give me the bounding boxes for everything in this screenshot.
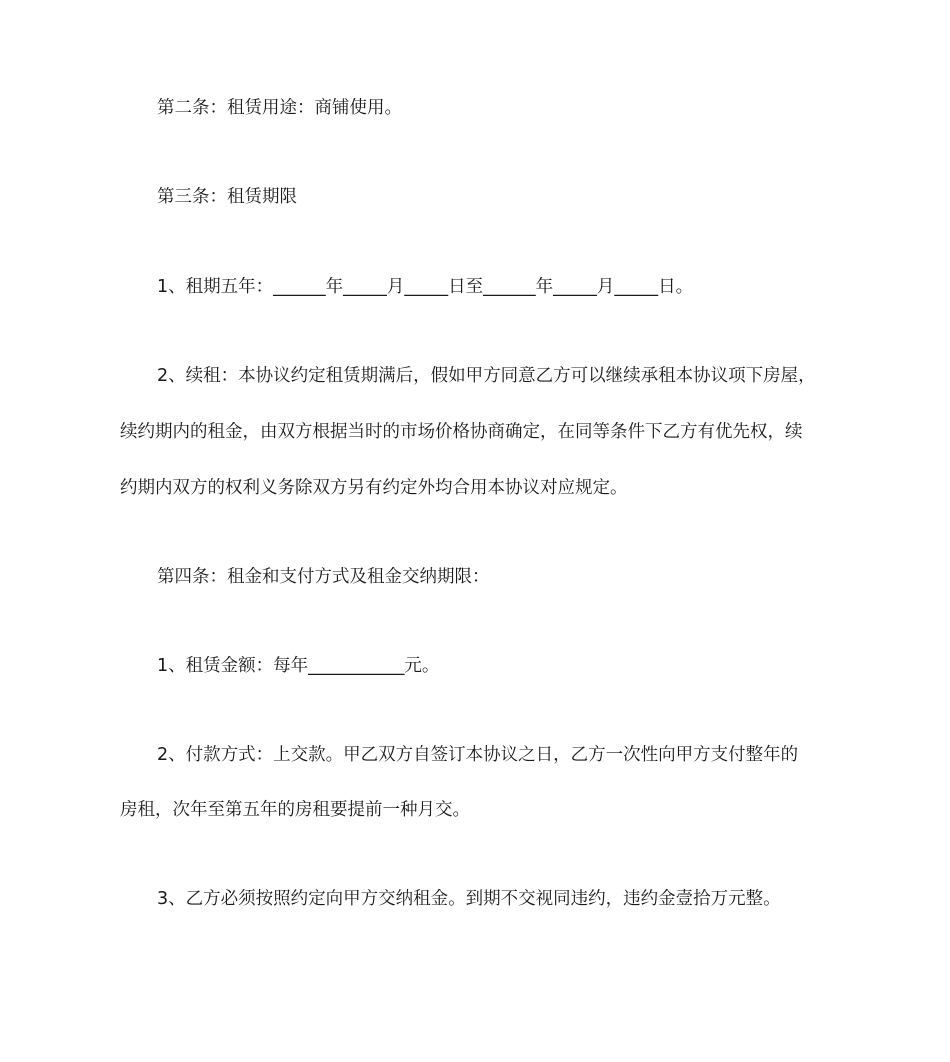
article-3-term-heading: 第三条：租赁期限: [157, 187, 297, 207]
term-clause-1: 1、租期五年：______年_____月_____日至______年_____月_____日。: [157, 277, 694, 297]
renewal-clause-line-3: 约期内双方的权利义务除双方另有约定外均合用本协议对应规定。: [120, 478, 628, 498]
payment-method-line-1: 2、付款方式：上交款。甲乙双方自签订本协议之日，乙方一次性向甲方支付整年的: [157, 745, 799, 765]
payment-method-line-2: 房租，次年至第五年的房租要提前一种月交。: [120, 800, 470, 820]
article-4-rent-heading: 第四条：租金和支付方式及租金交纳期限：: [157, 567, 490, 587]
article-2-usage: 第二条：租赁用途：商铺使用。: [157, 98, 402, 118]
renewal-clause-line-2: 续约期内的租金，由双方根据当时的市场价格协商确定，在同等条件下乙方有优先权，续: [120, 422, 803, 442]
payment-obligation-clause: 3、乙方必须按照约定向甲方交纳租金。到期不交视同违约，违约金壹拾万元整。: [157, 889, 781, 909]
rent-amount-clause: 1、租赁金额：每年___________元。: [157, 656, 440, 676]
renewal-clause-line-1: 2、续租：本协议约定租赁期满后，假如甲方同意乙方可以继续承租本协议项下房屋，: [157, 366, 816, 386]
